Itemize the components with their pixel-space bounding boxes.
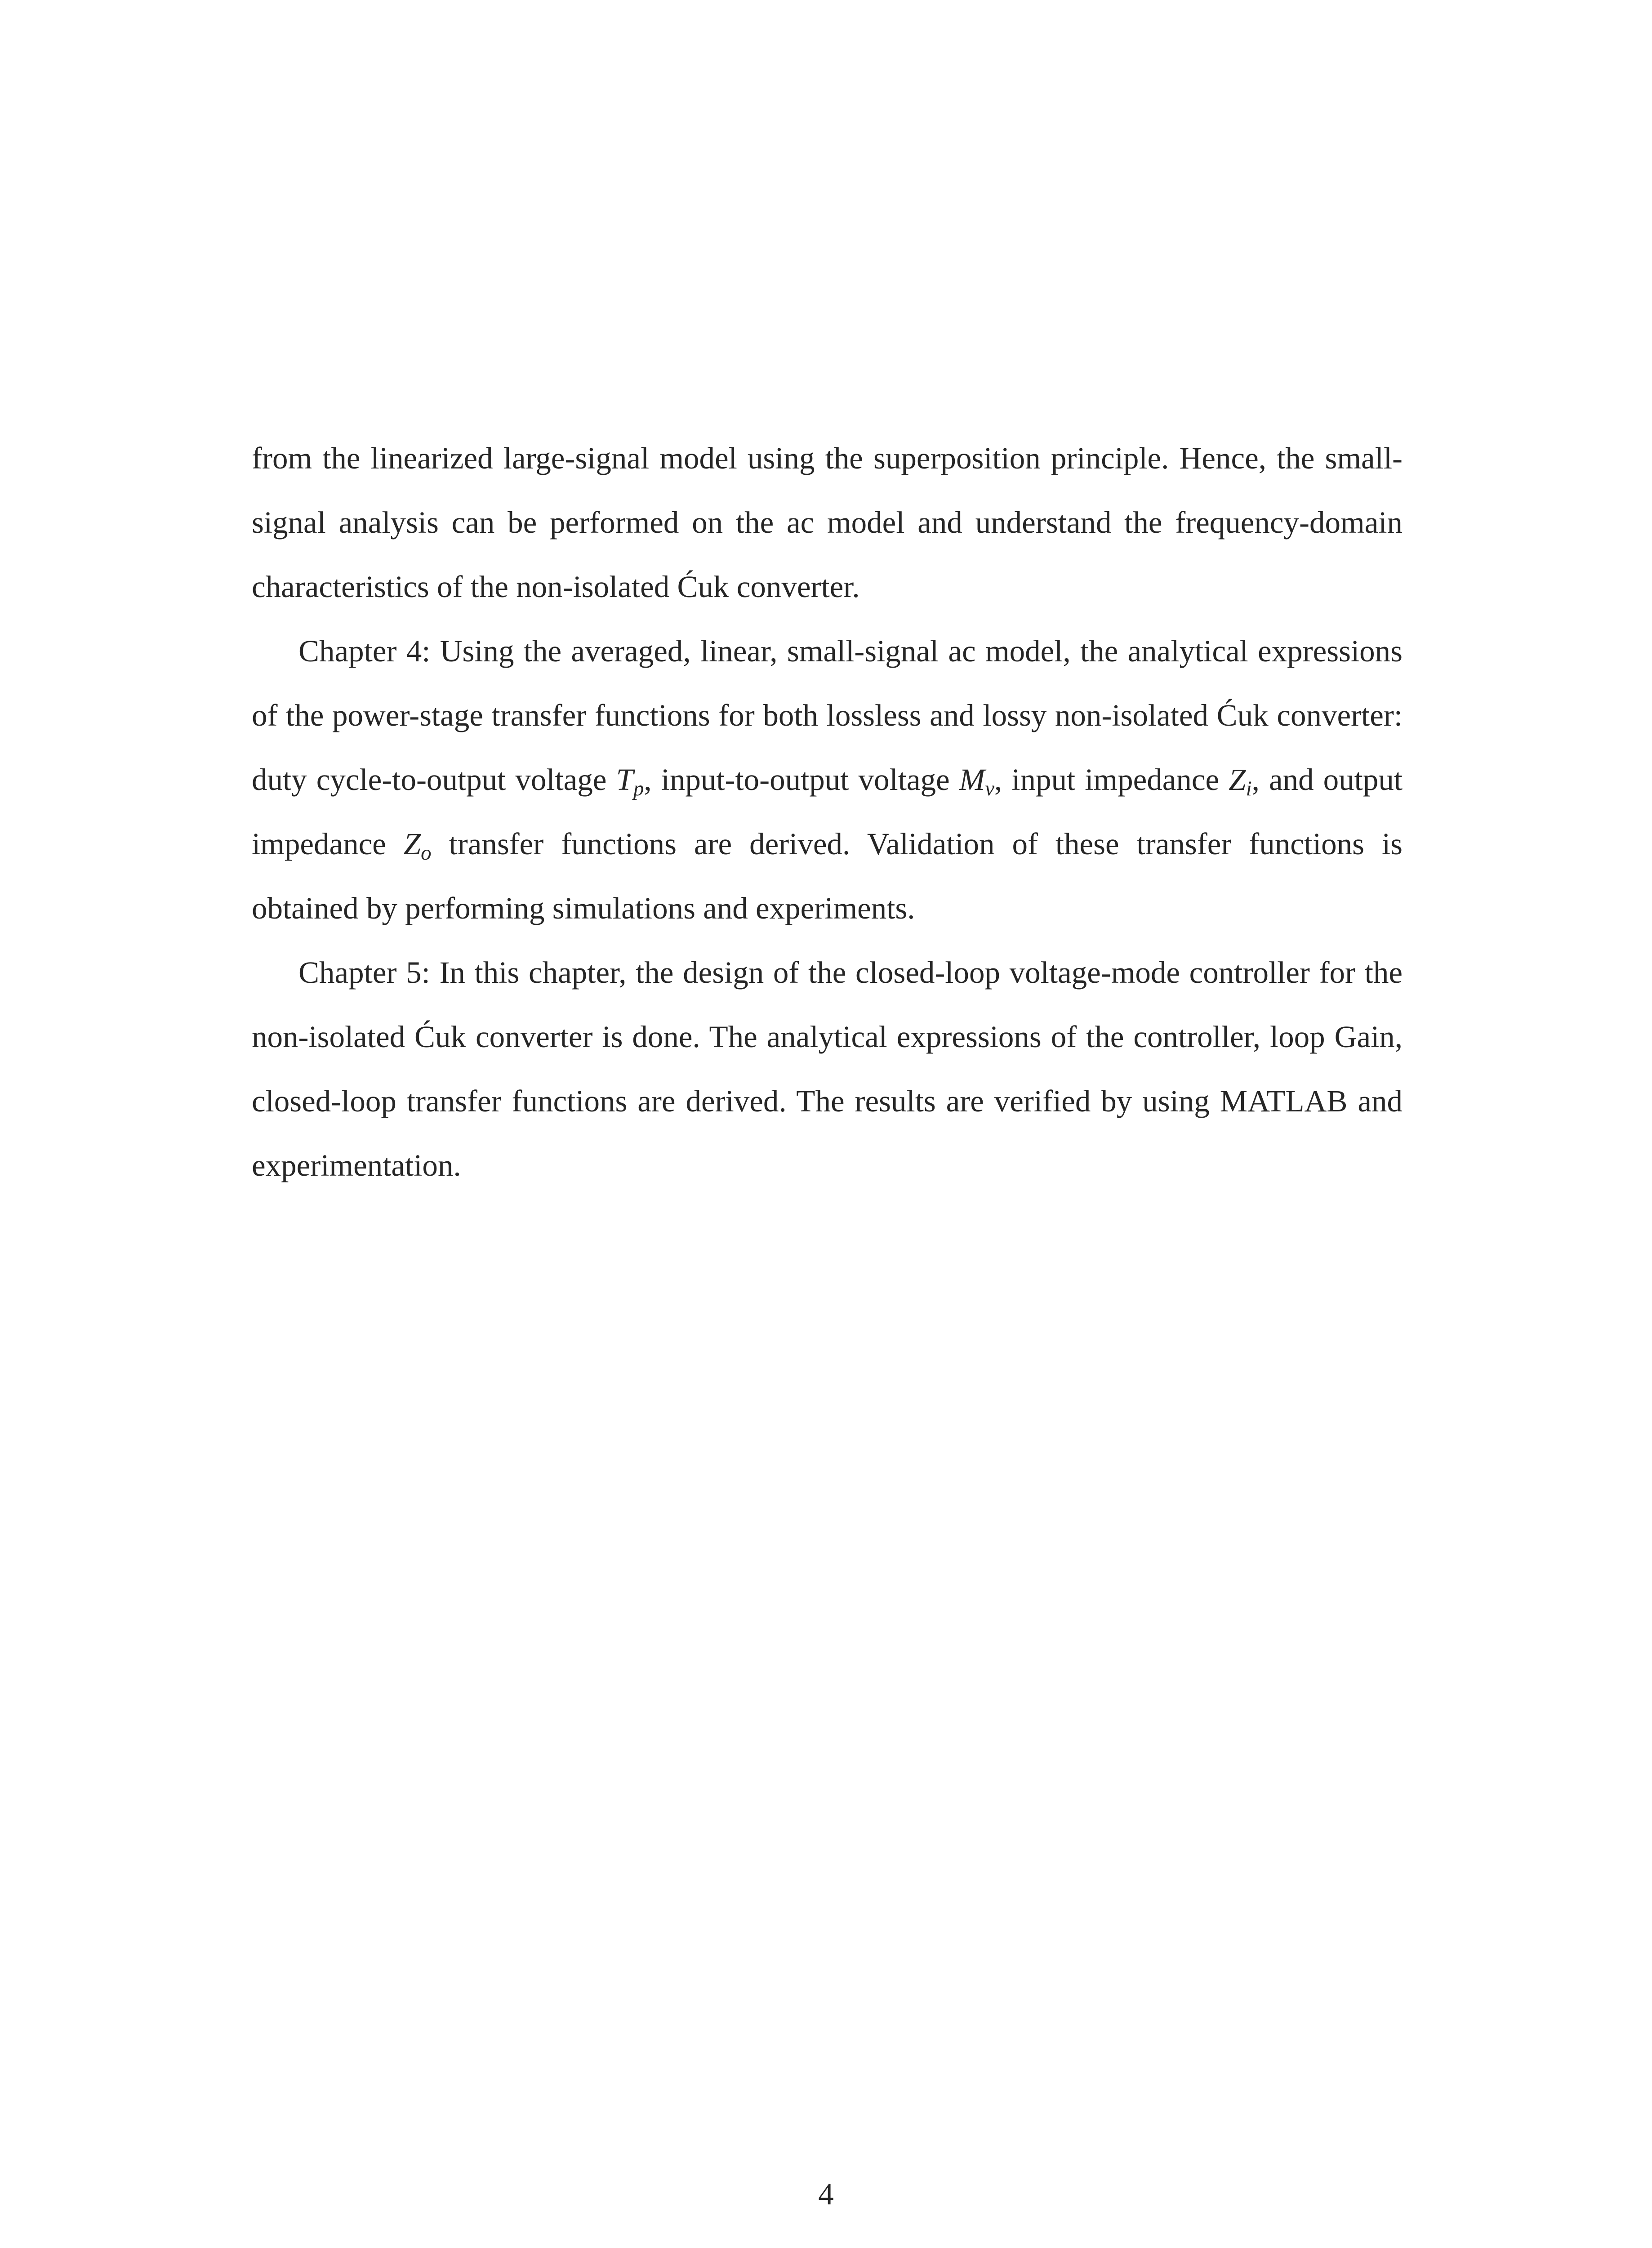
paragraph-text: , input impedance bbox=[994, 763, 1229, 797]
paragraph-text: , input-to-output voltage bbox=[644, 763, 959, 797]
page-number: 4 bbox=[818, 2177, 834, 2211]
paragraph-text: Chapter 5: In this chapter, the design of the closed-loop voltage-mode controller for the non-isolated Ćuk converter is done. The analytical expressions of the controller, loop Gain, closed-loop transfer functions are derived. The results are verified by using MATLAB and experimentation. bbox=[252, 955, 1403, 1182]
math-symbol-mv: $M_v$ bbox=[959, 763, 995, 801]
paragraph-text: , and output impedance bbox=[252, 763, 1403, 861]
paragraph-chapter-5 bbox=[252, 941, 1403, 1198]
paragraph-chapter-4 bbox=[252, 619, 1403, 941]
paragraph-text: transfer functions are derived. Validation of these transfer functions is obtained by performing simulations and experiments. bbox=[252, 827, 1403, 925]
body-text bbox=[252, 426, 1403, 1198]
paragraph-text: Chapter 4: Using the averaged, linear, small-signal ac model, the analytical expressions of the power-stage transfer functions for both lossless and lossy non-isolated Ćuk converter: duty cycle-to-output voltage bbox=[252, 634, 1403, 797]
paragraph-continuation bbox=[252, 426, 1403, 619]
math-symbol-zi: $Z_i$ bbox=[1229, 763, 1252, 801]
math-symbol-zo: $Z_o$ bbox=[403, 827, 432, 865]
paragraph-text: from the linearized large-signal model using the superposition principle. Hence, the small-signal analysis can be performed on the ac model and understand the frequency-domain characteristics of the non-isolated Ćuk converter. bbox=[252, 441, 1403, 604]
math-symbol-tp: $T_p$ bbox=[616, 763, 644, 801]
